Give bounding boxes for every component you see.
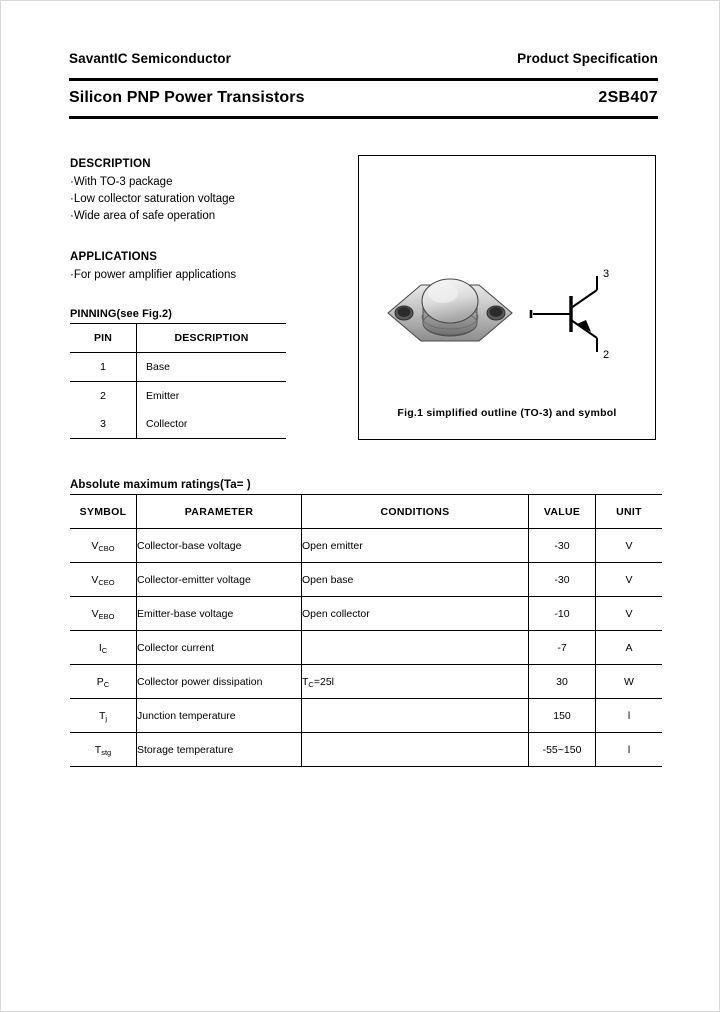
header-rule-top	[69, 78, 658, 81]
pnp-transistor-symbol	[519, 264, 639, 364]
rating-conditions: $T_C=25l$	[302, 665, 529, 699]
table-row	[70, 529, 662, 563]
document-type: Product Specification	[517, 51, 658, 66]
rating-value: -30	[529, 529, 596, 563]
rating-symbol: $T_j$	[70, 699, 137, 733]
rating-unit: l	[596, 733, 663, 767]
header-rule-bottom	[69, 116, 658, 119]
rating-symbol: $I_C$	[70, 631, 137, 665]
symbol-label-collector: 3	[603, 268, 610, 280]
description-item: ·With TO-3 package	[70, 176, 173, 188]
applications-item: ·For power amplifier applications	[70, 269, 237, 281]
pinning-col-pin: PIN	[70, 324, 137, 353]
pin-description: Emitter	[146, 390, 180, 402]
pin-description: Base	[137, 353, 287, 382]
table-row	[70, 353, 286, 382]
rating-value: -7	[529, 631, 596, 665]
rating-parameter: Junction temperature	[137, 699, 302, 733]
ratings-section	[70, 479, 658, 767]
rating-value: -55~150	[529, 733, 596, 767]
figure-box	[358, 155, 656, 440]
table-row	[70, 382, 286, 411]
rating-value: -10	[529, 597, 596, 631]
description-item: ·Low collector saturation voltage	[70, 193, 235, 205]
symbol-label-emitter: 2	[603, 349, 610, 361]
company-name: SavantIC Semiconductor	[69, 51, 231, 66]
description-item: ·Wide area of safe operation	[70, 210, 216, 222]
description-section	[70, 158, 340, 225]
table-row	[70, 665, 662, 699]
page-title: Silicon PNP Power Transistors	[69, 89, 305, 106]
rating-value: -30	[529, 563, 596, 597]
table-row	[70, 631, 662, 665]
rating-parameter: Emitter-base voltage	[137, 597, 302, 631]
part-number: 2SB407	[598, 89, 658, 106]
rating-unit: V	[596, 597, 663, 631]
rating-symbol: $T_{stg}$	[70, 733, 137, 767]
rating-parameter: Collector-base voltage	[137, 529, 302, 563]
pin-number: 3	[70, 410, 137, 439]
figure-caption: Fig.1 simplified outline (TO-3) and symbol	[397, 407, 617, 419]
table-header-row	[70, 495, 662, 529]
rating-value: 30	[529, 665, 596, 699]
table-row	[70, 597, 662, 631]
table-row	[70, 410, 286, 439]
ratings-col-value: VALUE	[529, 495, 596, 529]
pinning-table	[70, 323, 286, 439]
rating-conditions: Open collector	[302, 597, 529, 631]
pinning-col-description: DESCRIPTION	[137, 324, 287, 353]
table-row	[70, 563, 662, 597]
rating-conditions	[302, 699, 529, 733]
rating-symbol: $V_{CEO}$	[70, 563, 137, 597]
applications-section	[70, 251, 340, 284]
rating-unit: V	[596, 529, 663, 563]
pinning-caption: PINNING(see Fig.2)	[70, 308, 173, 320]
table-row	[70, 699, 662, 733]
rating-parameter: Storage temperature	[137, 733, 302, 767]
rating-conditions	[302, 733, 529, 767]
rating-unit: l	[596, 699, 663, 733]
rating-conditions: Open emitter	[302, 529, 529, 563]
rating-symbol: $P_C$	[70, 665, 137, 699]
rating-conditions: Open base	[302, 563, 529, 597]
rating-symbol: $V_{EBO}$	[70, 597, 137, 631]
table-row	[70, 733, 662, 767]
ratings-col-unit: UNIT	[596, 495, 663, 529]
pin-description: Collector	[137, 410, 287, 439]
pin-number: 2	[70, 382, 137, 411]
table-header-row	[70, 324, 286, 353]
description-heading: DESCRIPTION	[70, 158, 151, 170]
rating-unit: V	[596, 563, 663, 597]
rating-unit: A	[596, 631, 663, 665]
rating-parameter: Collector current	[137, 631, 302, 665]
rating-parameter: Collector-emitter voltage	[137, 563, 302, 597]
applications-heading: APPLICATIONS	[70, 251, 158, 263]
rating-conditions	[302, 631, 529, 665]
ratings-col-parameter: PARAMETER	[137, 495, 302, 529]
title-row	[69, 89, 658, 107]
rating-unit: W	[596, 665, 663, 699]
page-header	[69, 51, 658, 66]
ratings-col-conditions: CONDITIONS	[302, 495, 529, 529]
rating-parameter: Collector power dissipation	[137, 665, 302, 699]
ratings-caption: Absolute maximum ratings(Ta= )	[70, 479, 251, 491]
rating-value: 150	[529, 699, 596, 733]
pin-number: 1	[70, 353, 137, 382]
pinning-section	[70, 308, 286, 439]
to3-package-image	[385, 261, 515, 361]
ratings-table	[70, 494, 662, 767]
ratings-col-symbol: SYMBOL	[70, 495, 137, 529]
rating-symbol: $V_{CBO}$	[70, 529, 137, 563]
